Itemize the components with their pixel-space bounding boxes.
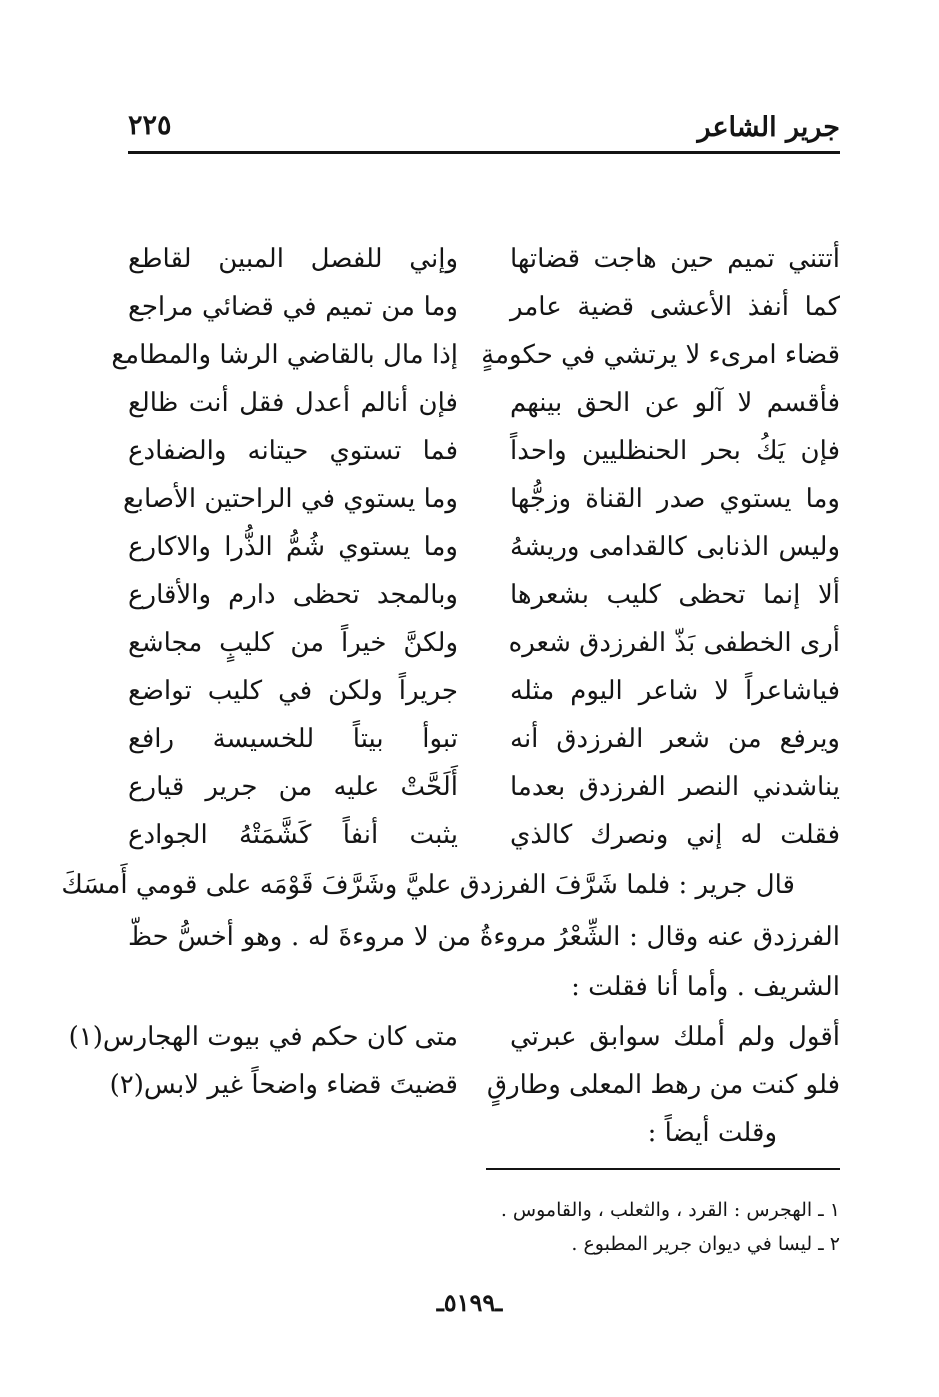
prose-closing-line: وقلت أيضاً : <box>647 1118 777 1148</box>
running-title: جرير الشاعر <box>697 112 840 143</box>
verse-first-hemistich: وما يستوي صدر القناة وزجُّها <box>510 484 840 514</box>
verse-second-hemistich: أَلَحَّتْ عليه من جرير قيارع <box>128 772 458 802</box>
verse-first-hemistich: فقلت له إني ونصرك كالذي <box>510 820 840 850</box>
verse-second-hemistich: وبالمجد تحظى دارم والأقارع <box>128 580 458 610</box>
prose-line: الشريف . وأما أنا فقلت : <box>571 972 840 1002</box>
verse-second-hemistich: متى كان حكم في بيوت الهجارس(١) <box>68 1022 458 1052</box>
verse-line <box>128 670 840 718</box>
verse-line <box>109 1064 840 1112</box>
verse-first-hemistich: يناشدني النصر الفرزدق بعدما <box>510 772 840 802</box>
footer-page-number: ـ٥١٩٩ـ <box>436 1288 503 1317</box>
verse-first-hemistich: فياشاعراً لا شاعر اليوم مثله <box>510 676 840 706</box>
verse-line <box>128 766 840 814</box>
page-number: ٢٢٥ <box>128 110 172 141</box>
verse-first-hemistich: ألا إنما تحظى كليب بشعرها <box>510 580 840 610</box>
verse-line <box>128 814 840 862</box>
verse-first-hemistich: وليس الذنابى كالقدامى وريشهُ <box>510 532 840 562</box>
verse-line <box>128 238 840 286</box>
page-header <box>128 108 840 154</box>
verse-first-hemistich: أقول ولم أملك سوابق عبرتي <box>510 1022 840 1052</box>
verse-line <box>68 1016 840 1064</box>
verse-second-hemistich: وما من تميم في قضائي مراجع <box>128 292 458 322</box>
verse-line <box>122 478 840 526</box>
verse-line <box>128 430 840 478</box>
verse-second-hemistich: وإني للفصل المبين لقاطع <box>128 244 458 274</box>
verse-line <box>128 382 840 430</box>
verse-second-hemistich: جريراً ولكن في كليب تواضع <box>128 676 458 706</box>
verse-first-hemistich: قضاء امرىء لا يرتشي في حكومةٍ <box>481 340 840 370</box>
verse-second-hemistich: قضيتَ قضاء واضحاً غير لابس(٢) <box>109 1070 458 1100</box>
verse-first-hemistich: فأقسم لا آلو عن الحق بينهم <box>510 388 840 418</box>
verse-second-hemistich: فما تستوي حيتانه والضفادع <box>128 436 458 466</box>
footnote: ١ ـ الهجرس : القرد ، والثعلب ، والقاموس . <box>500 1199 840 1221</box>
verse-line <box>128 622 840 670</box>
verse-first-hemistich: أتتني تميم حين هاجت قضاتها <box>510 244 840 274</box>
header-rule <box>128 151 840 154</box>
verse-first-hemistich: أرى الخطفى بَذّ الفرزدق شعره <box>508 628 840 658</box>
verse-second-hemistich: وما يستوي شُمُّ الذُّرا والاكارع <box>128 532 458 562</box>
verse-first-hemistich: فلو كنت من رهط المعلى وطارقٍ <box>486 1070 840 1100</box>
footnote: ٢ ـ ليسا في ديوان جرير المطبوع . <box>571 1233 840 1255</box>
verse-line <box>128 526 840 574</box>
verse-line <box>128 286 840 334</box>
verse-first-hemistich: ويرفع من شعر الفرزدق أنه <box>510 724 840 754</box>
prose-line: الفرزدق عنه وقال : الشِّعْرُ مروءةُ من لا مروءةَ له . وهو أخسُّ حظّ <box>128 922 840 952</box>
verse-second-hemistich: تبوأ بيتاً للخسيسة رافع <box>128 724 458 754</box>
verse-first-hemistich: فإن يَكُ بحر الحنظليين واحداً <box>510 436 840 466</box>
verse-second-hemistich: إذا مال بالقاضي الرشا والمطامع <box>111 340 458 370</box>
verse-second-hemistich: فإن أنالم أعدل فقل أنت ظالع <box>128 388 458 418</box>
verse-second-hemistich: ولكنَّ خيراً من كليبٍ مجاشع <box>128 628 458 658</box>
footnote-rule <box>486 1168 840 1170</box>
verse-second-hemistich: يثبت أنفاً كَشَّمَتْهُ الجوادع <box>128 820 458 850</box>
verse-line <box>111 334 840 382</box>
verse-line <box>128 718 840 766</box>
verse-second-hemistich: وما يستوي في الراحتين الأصابع <box>122 484 458 514</box>
verse-first-hemistich: كما أنفذ الأعشى قضية عامر <box>510 292 840 322</box>
verse-line <box>128 574 840 622</box>
prose-line: قال جرير : فلما شَرَّفَ الفرزدق عليَّ وشَرَّفَ قَوْمَه على قومي أَمسَكَ <box>61 870 795 900</box>
